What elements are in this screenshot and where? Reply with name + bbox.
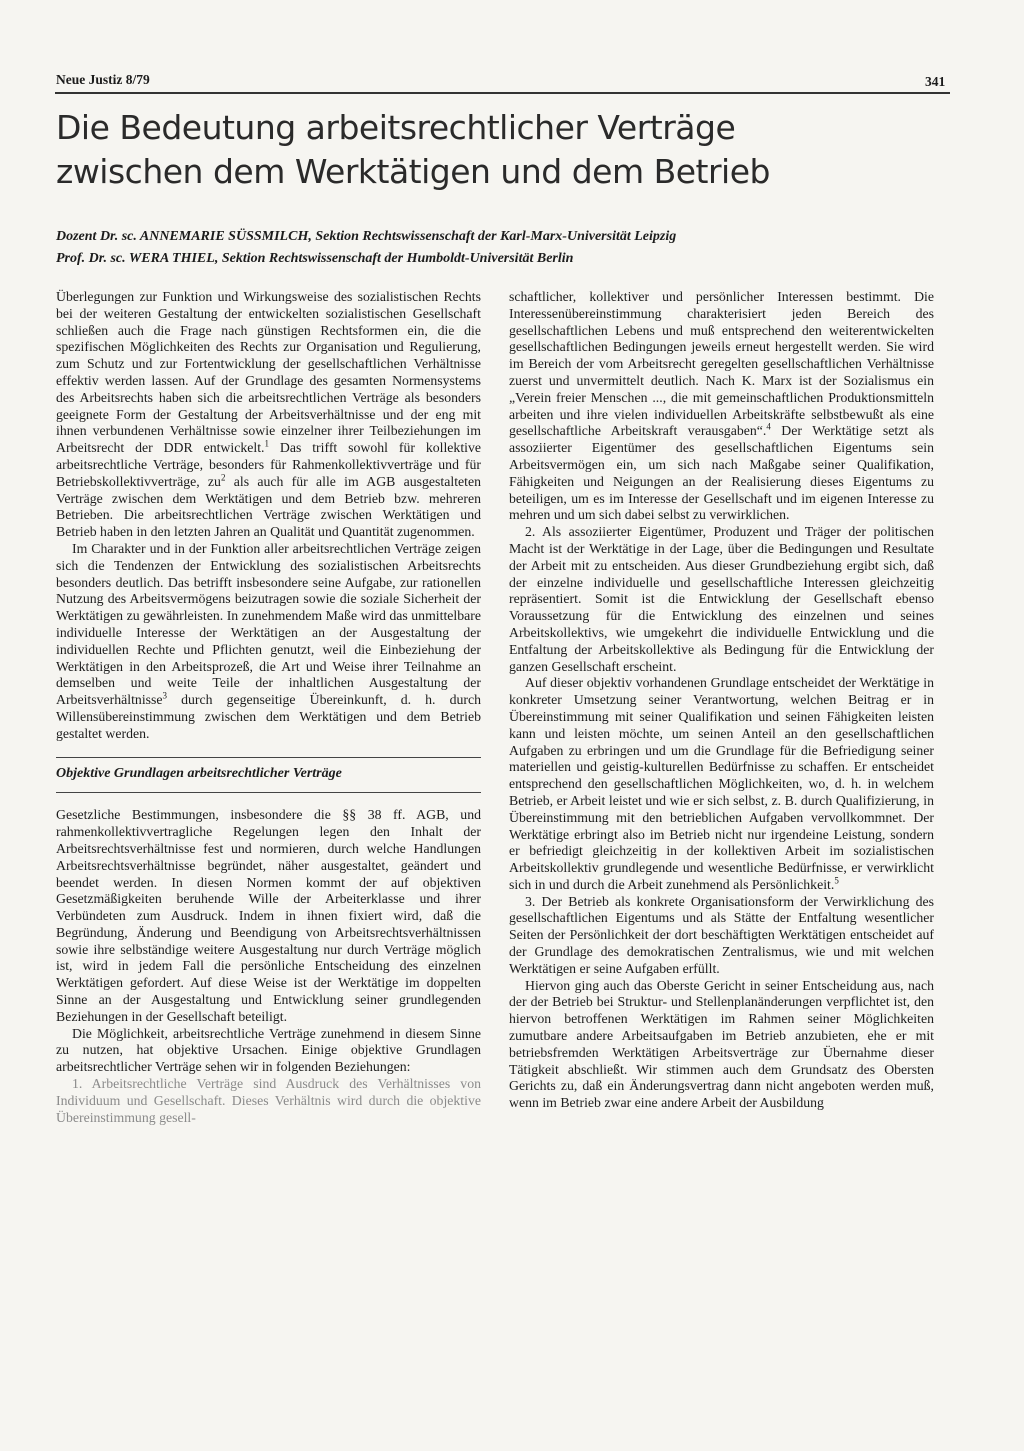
paragraph: Gesetzliche Bestimmungen, insbesondere die §§ 38 ff. AGB, und rahmenkollektivvertragliche Regelungen legen den Inhalt der Arbeitsrechtsverhältnisse fest und normieren, durch welche Handlungen Arbeitsrechtsverhältnisse begründet, näher ausgestaltet, geändert und beendet werden. In diesen Normen kommt der auf objektiven Gesetzmäßigkeiten beruhende Wille der Arbeiterklasse und ihrer Verbündeten zum Ausdruck. Indem in ihnen fixiert wird, daß die Begründung, Änderung und Beendigung von Arbeitsrechtsverhältnissen sowie ihre selbständige weitere Ausgestaltung nur durch Verträge möglich ist, wird in jedem Fall die persönliche Entscheidung des einzelnen Werktätigen gefordert. Auf diese Weise ist der Werktätige im doppelten Sinne an der Ausgestaltung und Entwicklung seiner grundlegenden Beziehungen in der Gesellschaft beteiligt. xyxy=(56,807,481,1024)
left-column xyxy=(56,289,481,1126)
paragraph: Hiervon ging auch das Oberste Gericht in seiner Entscheidung aus, nach der der Betrieb bei Struktur- und Stellenplanänderungen verpflichtet ist, den hiervon betroffenen Werktätigen im Rahmen seiner Möglichkeiten zumutbare andere Arbeitsaufgaben im Betrieb anzubieten, ehe er mit betriebsfremden Werktätigen Arbeitsverträge zur Übernahme dieser Tätigkeit abschließt. Wir stimmen auch dem Grundsatz des Obersten Gerichts zu, daß ein Änderungsvertrag dann nicht angeboten werden muß, wenn im Betrieb zwar eine andere Arbeit der Ausbildung xyxy=(509,977,934,1111)
text: Das trifft sowohl für kollektive arbeitsrechtliche Verträge, besonders für Rahmenkollektivverträge und für Betriebskollektivverträge, zu xyxy=(56,440,482,489)
author-block xyxy=(56,226,956,270)
right-column xyxy=(509,289,934,1112)
title-line-1: Die Bedeutung arbeitsrechtlicher Verträge xyxy=(56,108,736,147)
footnote-ref: 2 xyxy=(220,472,226,483)
text: als auch für alle im AGB ausgestalteten Verträge zwischen dem Werktätigen und dem Betrieb bzw. mehreren Betrieben. Die arbeitsrechtlichen Verträge zwischen Werktätigen und Betrieb haben in den letzten Jahren an Qualität und Quantität zugenommen. xyxy=(56,473,482,540)
paragraph: 1. Arbeitsrechtliche Verträge sind Ausdruck des Verhältnisses von Individuum und Gesellschaft. Dieses Verhältnis wird durch die objektive Übereinstimmung gesell- xyxy=(56,1076,481,1125)
footnote-ref: 4 xyxy=(766,421,771,432)
paragraph xyxy=(56,289,481,541)
paragraph xyxy=(509,289,934,524)
header-rule xyxy=(55,92,950,94)
text: schaftlicher, kollektiver und persönlicher Interessen bestimmt. Die Interessenübereinstimmung charakterisiert jeden Bereich des gesellschaftlichen Lebens und muß entsprechend den weiterentwickelten gesellschaftlichen Bedingungen jeweils erneut hergestellt werden. Sie wird im Bereich der vom Arbeitsrecht geregelten gesellschaftlichen Verhältnisse zuerst und unvermittelt deutlich. Nach K. Marx ist der Sozialismus ein „Verein freier Menschen ..., die mit gemeinschaftlichen Produktionsmitteln arbeiten und ihre vielen individuellen Arbeitskräfte selbstbewußt als eine gesellschaftliche Arbeitskraft verausgaben“. xyxy=(509,289,934,439)
paragraph xyxy=(56,541,481,743)
section-heading: Objektive Grundlagen arbeitsrechtlicher Verträge xyxy=(56,757,481,794)
text: Auf dieser objektiv vorhandenen Grundlage entscheidet der Werktätige in konkreter Umsetzung seiner Verantwortung, welchen Beitrag er in Übereinstimmung mit seiner Qualifikation und seinen Fähigkeiten leisten kann und leisten möchte, um seinen Anteil an den gesellschaftlichen Aufgaben zu erbringen und um die Grundlage für die Befriedigung seiner materiellen und geistig-kulturellen Bedürfnisse zu schaffen. Er entscheidet entsprechend den gesellschaftlichen Möglichkeiten, wo, d. h. in welchem Betrieb, er Arbeit leistet und wie er sich selbst, z. B. durch Qualifizierung, in Übereinstimmung mit den betrieblichen Aufgaben vervollkommnet. Der Werktätige erbringt also im Betrieb nicht nur irgendeine Leistung, sondern er befriedigt gleichzeitig in der kollektiven Arbeit im sozialistischen Arbeitskollektiv grundlegende und wesentliche Bedürfnisse, er verwirklicht sich in und durch die Arbeit zunehmend als Persönlichkeit. xyxy=(509,675,934,892)
page-number: 341 xyxy=(925,74,946,89)
paragraph: Die Möglichkeit, arbeitsrechtliche Verträge zunehmend in diesem Sinne zu nutzen, hat objektive Ursachen. Einige objektive Grundlagen arbeitsrechtlicher Verträge sehen wir in folgenden Beziehungen: xyxy=(56,1025,481,1075)
article-title xyxy=(56,106,956,194)
author-1: Dozent Dr. sc. ANNEMARIE SÜSSMILCH, Sektion Rechtswissenschaft der Karl-Marx-Universität Leipzig xyxy=(56,229,677,244)
journal-header: Neue Justiz 8/79 xyxy=(56,72,150,87)
title-line-2: zwischen dem Werktätigen und dem Betrieb xyxy=(56,152,770,191)
author-2: Prof. Dr. sc. WERA THIEL, Sektion Rechtswissenschaft der Humboldt-Universität Berlin xyxy=(56,251,574,266)
paragraph: 2. Als assoziierter Eigentümer, Produzent und Träger der politischen Macht ist der Werktätige in der Lage, über die Bedingungen und Resultate der Arbeit mit zu entscheiden. Aus dieser Grundbeziehung ergibt sich, daß der einzelne individuelle und gesellschaftliche Interessen gleichzeitig repräsentiert. Somit ist die Entwicklung der Gesellschaft ebenso Voraussetzung für die Entwicklung des einzelnen und seines Arbeitskollektivs, wie umgekehrt die individuelle Entwicklung und die Entfaltung der Arbeitskollektive als Bedingung für die Entwicklung der ganzen Gesellschaft erscheint. xyxy=(509,524,934,674)
text: Der Werktätige setzt als assoziierter Eigentümer des gesellschaftlichen Eigentums sein Arbeitsvermögen ein, um sich nach Maßgabe seiner Qualifikation, Fähigkeiten und Neigungen an der Realisierung dieses Eigentums zu beteiligen, um es im Interesse der Gesellschaft und im eigenen Interesse zu mehren und um sich dabei selbst zu verwirklichen. xyxy=(509,423,934,523)
paragraph xyxy=(509,675,934,893)
paragraph: 3. Der Betrieb als konkrete Organisationsform der Verwirklichung des gesellschaftlichen Eigentums und als Stätte der Entfaltung wesentlicher Seiten der Persönlichkeit der dort beschäftigten Werktätigen entscheidet auf der Grundlage des demokratischen Zentralismus, wie und mit welchen Werktätigen er seine Aufgaben erfüllt. xyxy=(509,893,934,976)
text: Überlegungen zur Funktion und Wirkungsweise des sozialistischen Rechts bei der weiteren Gestaltung der entwickelten sozialistischen Gesellschaft schließen auch die Frage nach günstigen Rechtsformen ein, die die spezifischen Möglichkeiten des Rechts zur Organisation und Regulierung, zum Schutz und zur Fortentwicklung der gesellschaftlichen Verhältnisse effektiv werden lassen. Auf der Grundlage des gesamten Normensystems des Arbeitsrechts haben sich die arbeitsrechtlichen Verträge als besonders geeignete Form der Gestaltung der Arbeitsverhältnisse und der eng mit ihnen verbundenen Verhältnisse sowie einzelner ihrer Teilbeziehungen im Arbeitsrecht der DDR entwickelt. xyxy=(56,289,481,456)
footnote-ref: 1 xyxy=(264,438,269,449)
text: durch gegenseitige Übereinkunft, d. h. durch Willensübereinstimmung zwischen dem Werktätigen und dem Betrieb gestaltet werden. xyxy=(56,692,481,741)
footnote-ref: 3 xyxy=(162,690,168,701)
footnote-ref: 5 xyxy=(834,875,839,886)
text: Im Charakter und in der Funktion aller arbeitsrechtlichen Verträge zeigen sich die Tendenzen der Entwicklung des sozialistischen Arbeitsrechts besonders deutlich. Das betrifft insbesondere seine Aufgabe, zur rationellen Nutzung des Arbeitsvermögens beizutragen sowie die soziale Sicherheit der Werktätigen zu gewährleisten. In zunehmendem Maße wird das unmittelbare individuelle Interesse der Werktätigen an der Ausgestaltung der individuellen Rechte und Pflichten genutzt, weil die Einbeziehung der Werktätigen in den Arbeitsprozeß, die Art und Weise ihrer Teilnahme an demselben und weite Teile der inhaltlichen Ausgestaltung der Arbeitsverhältnisse xyxy=(56,540,481,708)
